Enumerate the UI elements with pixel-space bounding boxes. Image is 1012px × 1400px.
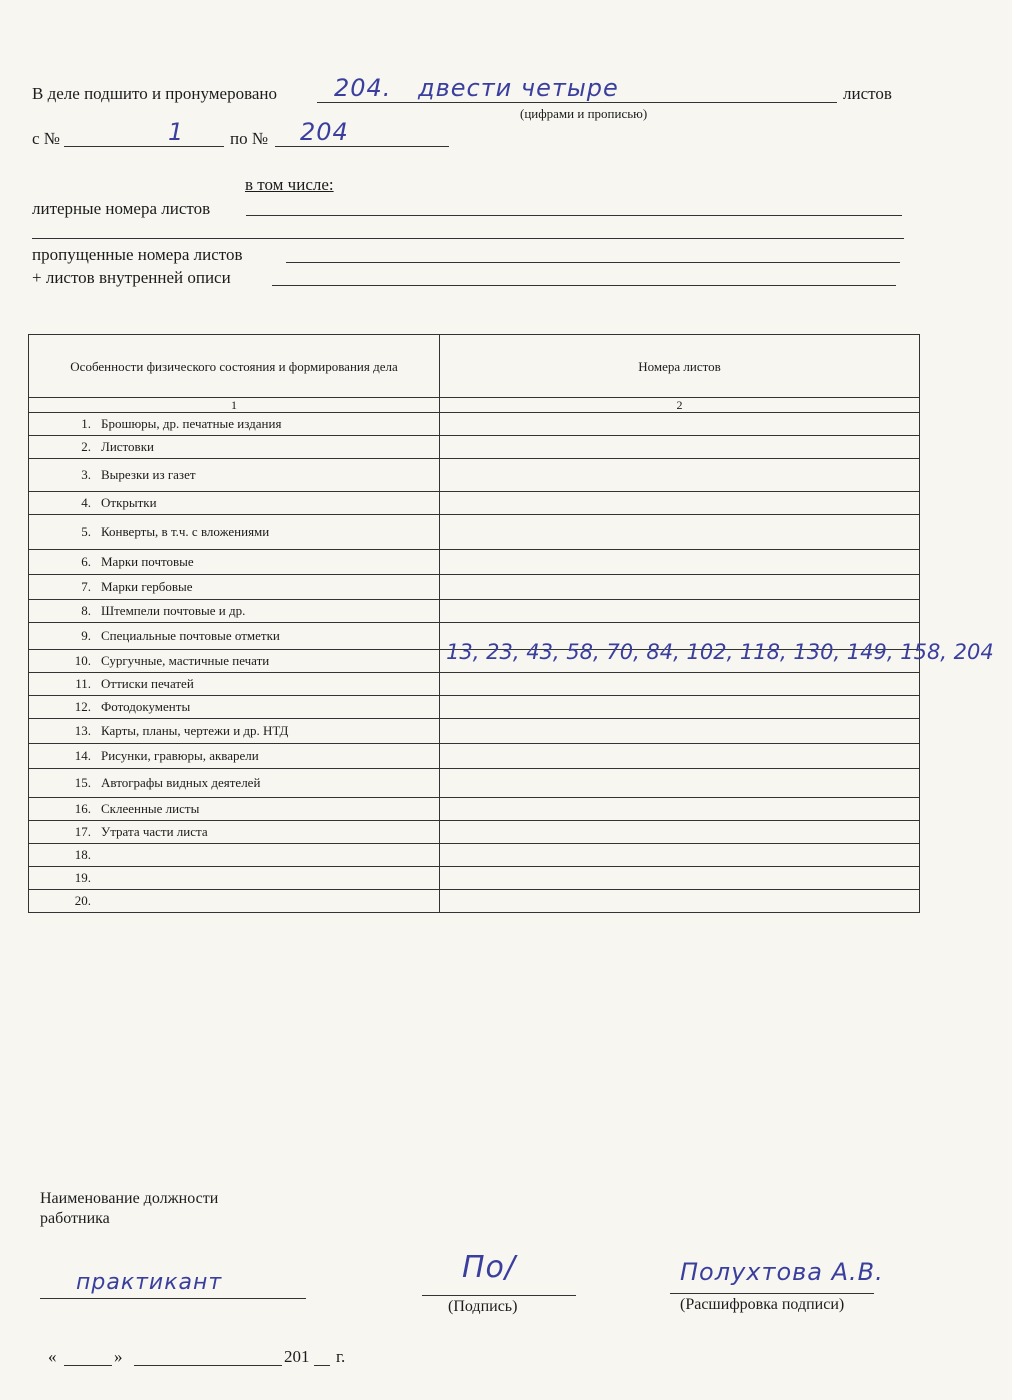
row-sheet-numbers-cell [440, 436, 920, 459]
row-number: 18. [74, 847, 91, 862]
row-number: 8. [81, 603, 91, 618]
row-number: 14. [74, 748, 91, 763]
date-close-quote: » [114, 1347, 123, 1366]
table-row [29, 550, 920, 575]
table-row [29, 744, 920, 769]
physical-state-table [28, 334, 994, 913]
literal-numbers-line-2 [32, 238, 904, 239]
sewn-count-digits: 204. [334, 74, 392, 102]
row-label: Марки почтовые [101, 554, 194, 569]
table-row [29, 719, 920, 744]
to-number-value: 204 [300, 118, 349, 146]
row-sheet-numbers-value: 13, 23, 43, 58, 70, 84, 102, 118, 130, 149, 158, 204 [446, 640, 994, 664]
row-label: Брошюры, др. печатные издания [101, 416, 282, 431]
row-sheet-numbers-cell [440, 459, 920, 492]
table-row [29, 867, 920, 890]
row-sheet-numbers-cell [440, 550, 920, 575]
row-sheet-numbers-cell [440, 413, 920, 436]
row-sheet-numbers-cell [440, 769, 920, 798]
row-label: Конверты, в т.ч. с вложениями [101, 524, 270, 539]
row-number: 12. [74, 699, 91, 714]
name-line [670, 1293, 874, 1294]
row-sheet-numbers-cell [440, 575, 920, 600]
row-sheet-numbers-cell [440, 696, 920, 719]
row-number: 11. [75, 676, 91, 691]
date-year-prefix: 201 [284, 1347, 310, 1366]
from-number-line [64, 146, 224, 147]
table-row [29, 600, 920, 623]
signature-caption: (Подпись) [448, 1298, 518, 1315]
including-heading: в том числе: [245, 175, 334, 194]
literal-numbers-label: литерные номера листов [32, 199, 211, 218]
row-sheet-numbers-cell [440, 600, 920, 623]
position-label-1: Наименование должности [40, 1190, 219, 1207]
position-line [40, 1298, 306, 1299]
row-label-cell [29, 798, 440, 821]
row-label-cell [29, 623, 440, 650]
row-label-cell [29, 821, 440, 844]
date-day-line [64, 1365, 112, 1366]
row-label-cell [29, 696, 440, 719]
col1-header: Особенности физического состояния и формирования дела [29, 335, 440, 398]
missing-numbers-label: пропущенные номера листов [32, 245, 243, 264]
missing-numbers-line [286, 262, 900, 263]
row-number: 13. [74, 723, 91, 738]
row-label-cell [29, 673, 440, 696]
row-label: Открытки [101, 495, 157, 510]
row-number: 3. [81, 467, 91, 482]
table-header-row [29, 335, 920, 398]
table-row [29, 436, 920, 459]
from-number-label: с № [32, 129, 61, 148]
row-sheet-numbers-cell [440, 890, 920, 913]
row-label-cell [29, 844, 440, 867]
position-value: практикант [76, 1270, 223, 1295]
table-row [29, 575, 920, 600]
literal-numbers-line [246, 215, 902, 216]
position-label-2: работника [40, 1210, 110, 1227]
row-number: 15. [74, 775, 91, 790]
row-label-cell [29, 515, 440, 550]
row-label-cell [29, 413, 440, 436]
col2-header: Номера листов [440, 335, 920, 398]
row-sheet-numbers-cell [440, 492, 920, 515]
sewn-count-label: В деле подшито и пронумеровано [32, 84, 278, 103]
col1-number: 1 [29, 398, 440, 413]
from-number-value: 1 [168, 118, 185, 146]
row-sheet-numbers-cell [440, 798, 920, 821]
table-row [29, 821, 920, 844]
row-number: 19. [74, 870, 91, 885]
count-caption: (цифрами и прописью) [520, 106, 648, 121]
row-label: Листовки [101, 439, 154, 454]
row-label-cell [29, 769, 440, 798]
row-label-cell [29, 550, 440, 575]
row-label: Автографы видных деятелей [101, 775, 261, 790]
row-number: 5. [81, 524, 91, 539]
name-caption: (Расшифровка подписи) [680, 1296, 845, 1313]
row-number: 9. [81, 628, 91, 643]
table-row [29, 890, 920, 913]
row-label-cell [29, 575, 440, 600]
row-label-cell [29, 719, 440, 744]
row-number: 4. [81, 495, 91, 510]
row-label-cell [29, 492, 440, 515]
sheets-suffix: листов [843, 84, 892, 103]
table-row [29, 492, 920, 515]
date-year-line [314, 1365, 330, 1366]
table-row [29, 844, 920, 867]
inner-inventory-line [272, 285, 896, 286]
row-label: Рисунки, гравюры, акварели [101, 748, 259, 763]
row-sheet-numbers-cell [440, 673, 920, 696]
date-month-line [134, 1365, 282, 1366]
to-number-label: по № [230, 129, 269, 148]
row-label: Сургучные, мастичные печати [101, 653, 270, 668]
sewn-count-words: двести четыре [418, 74, 619, 102]
row-sheet-numbers-cell [440, 844, 920, 867]
row-label-cell [29, 867, 440, 890]
inner-inventory-label: + листов внутренней описи [32, 268, 231, 287]
table-row [29, 459, 920, 492]
row-sheet-numbers-cell [440, 821, 920, 844]
row-sheet-numbers-cell [440, 640, 994, 673]
table-row [29, 650, 920, 673]
row-label: Фотодокументы [101, 699, 191, 714]
row-label: Карты, планы, чертежи и др. НТД [101, 723, 289, 738]
row-number: 7. [81, 579, 91, 594]
row-label-cell [29, 436, 440, 459]
table-row [29, 515, 920, 550]
row-number: 20. [74, 893, 91, 908]
row-number: 2. [81, 439, 91, 454]
row-number: 10. [74, 653, 91, 668]
signature-name: Полухтова А.В. [680, 1258, 884, 1286]
col2-number: 2 [440, 398, 920, 413]
to-number-line [275, 146, 449, 147]
row-label: Склеенные листы [101, 801, 200, 816]
row-label-cell [29, 459, 440, 492]
table-column-numbers [29, 398, 920, 413]
row-label: Специальные почтовые отметки [101, 628, 280, 643]
row-number: 17. [74, 824, 91, 839]
row-label: Штемпели почтовые и др. [101, 603, 246, 618]
row-number: 1. [81, 416, 91, 431]
row-sheet-numbers-cell [440, 744, 920, 769]
table-row [29, 798, 920, 821]
row-label: Утрата части листа [101, 824, 208, 839]
row-sheet-numbers-cell [440, 719, 920, 744]
row-label-cell [29, 600, 440, 623]
row-label: Марки гербовые [101, 579, 193, 594]
table-row [29, 413, 920, 436]
row-number: 16. [74, 801, 91, 816]
row-label-cell [29, 650, 440, 673]
table-row [29, 769, 920, 798]
row-label-cell [29, 890, 440, 913]
row-label: Вырезки из газет [101, 467, 196, 482]
signature-line [422, 1295, 576, 1296]
row-label: Оттиски печатей [101, 676, 194, 691]
date-year-suffix: г. [336, 1347, 346, 1366]
table-row [29, 673, 920, 696]
row-number: 6. [81, 554, 91, 569]
row-sheet-numbers-cell [440, 867, 920, 890]
date-open-quote: « [48, 1347, 57, 1366]
table-row [29, 696, 920, 719]
row-label-cell [29, 744, 440, 769]
signature-mark: По/ [462, 1250, 517, 1285]
sewn-count-line [317, 102, 837, 103]
row-sheet-numbers-cell [440, 515, 920, 550]
